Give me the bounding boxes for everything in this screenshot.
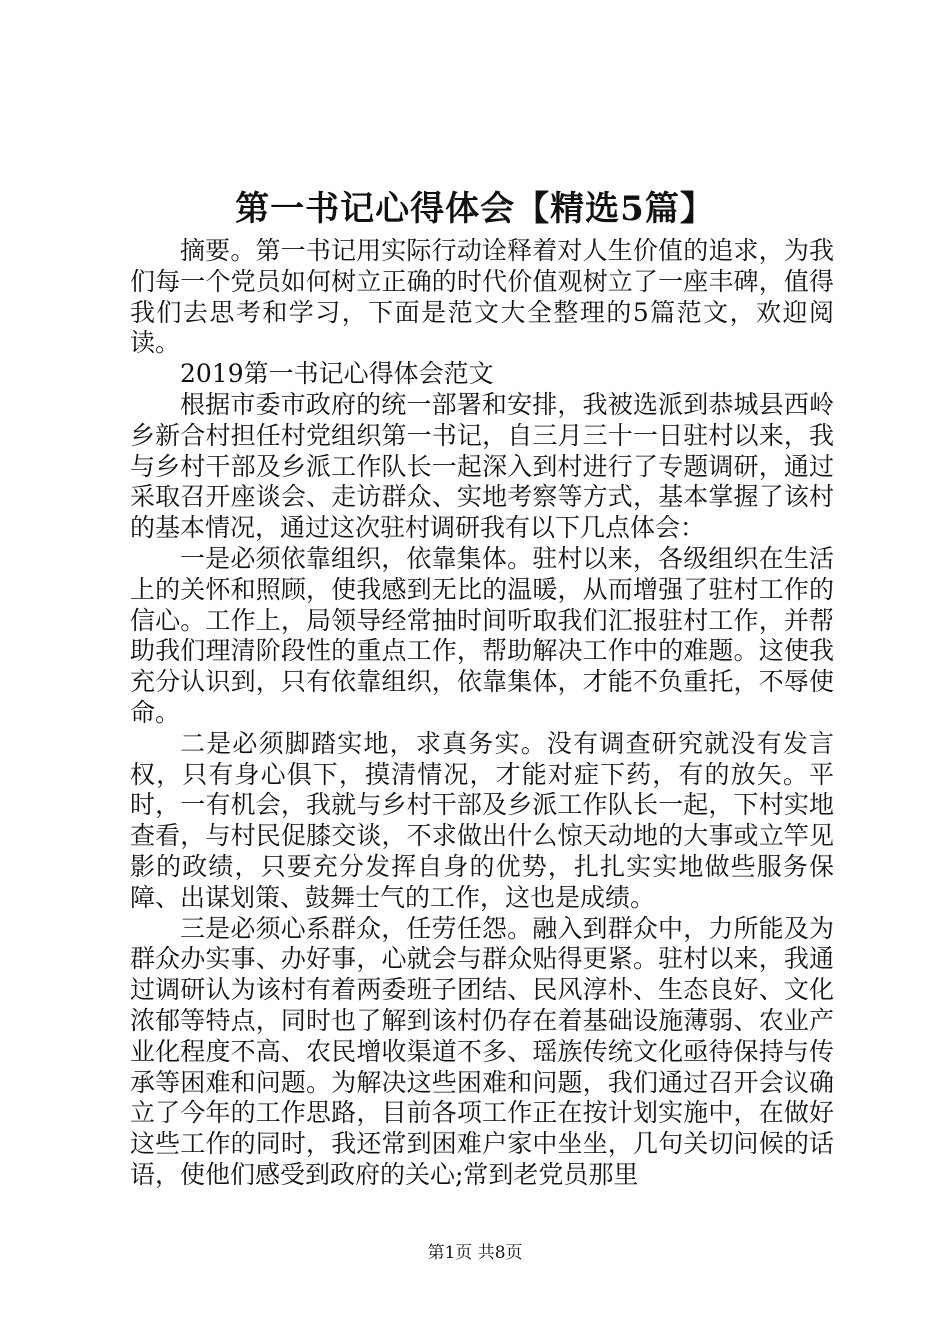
paragraph: 二是必须脚踏实地，求真务实。没有调查研究就没有发言权，只有身心俱下，摸清情况，才能对症下药，有的放矢。平时，一有机会，我就与乡村干部及乡派工作队长一起，下村实地查看，与村民促膝交谈，不求做出什么惊天动地的大事或立竿见影的政绩，只要充分发挥自身的优势，扎扎实实地做些服务保障、出谋划策、鼓舞士气的工作，这也是成绩。	[130, 728, 834, 912]
document-title: 第一书记心得体会【精选5篇】	[235, 189, 715, 229]
paragraph-abstract: 摘要。第一书记用实际行动诠释着对人生价值的追求，为我们每一个党员如何树立正确的时代价值观树立了一座丰碑，值得我们去思考和学习，下面是范文大全整理的5篇范文，欢迎阅读。	[130, 236, 834, 358]
document-body	[130, 236, 834, 1191]
page-number: 第1页 共8页	[427, 1243, 523, 1263]
section-heading: 2019第一书记心得体会范文	[180, 359, 494, 389]
paragraph: 三是必须心系群众，任劳任怨。融入到群众中，力所能及为群众办实事、办好事，心就会与群众贴得更紧。驻村以来，我通过调研认为该村有着两委班子团结、民风淳朴、生态良好、文化浓郁等特点，同时也了解到该村仍存在着基础设施薄弱、农业产业化程度不高、农民增收渠道不多、瑶族传统文化亟待保持与传承等困难和问题。为解决这些困难和问题，我们通过召开会议确立了今年的工作思路，目前各项工作正在按计划实施中，在做好这些工作的同时，我还常到困难户家中坐坐，几句关切问候的话语，使他们感受到政府的关心;常到老党员那里	[130, 913, 834, 1189]
paragraph: 一是必须依靠组织，依靠集体。驻村以来，各级组织在生活上的关怀和照顾，使我感到无比的温暖，从而增强了驻村工作的信心。工作上，局领导经常抽时间听取我们汇报驻村工作，并帮助我们理清阶段性的重点工作，帮助解决工作中的难题。这使我充分认识到，只有依靠组织，依靠集体，才能不负重托，不辱使命。	[130, 543, 834, 727]
paragraph: 根据市委市政府的统一部署和安排，我被选派到恭城县西岭乡新合村担任村党组织第一书记，自三月三十一日驻村以来，我与乡村干部及乡派工作队长一起深入到村进行了专题调研，通过采取召开座谈会、走访群众、实地考察等方式，基本掌握了该村的基本情况，通过这次驻村调研我有以下几点体会：	[130, 389, 834, 543]
